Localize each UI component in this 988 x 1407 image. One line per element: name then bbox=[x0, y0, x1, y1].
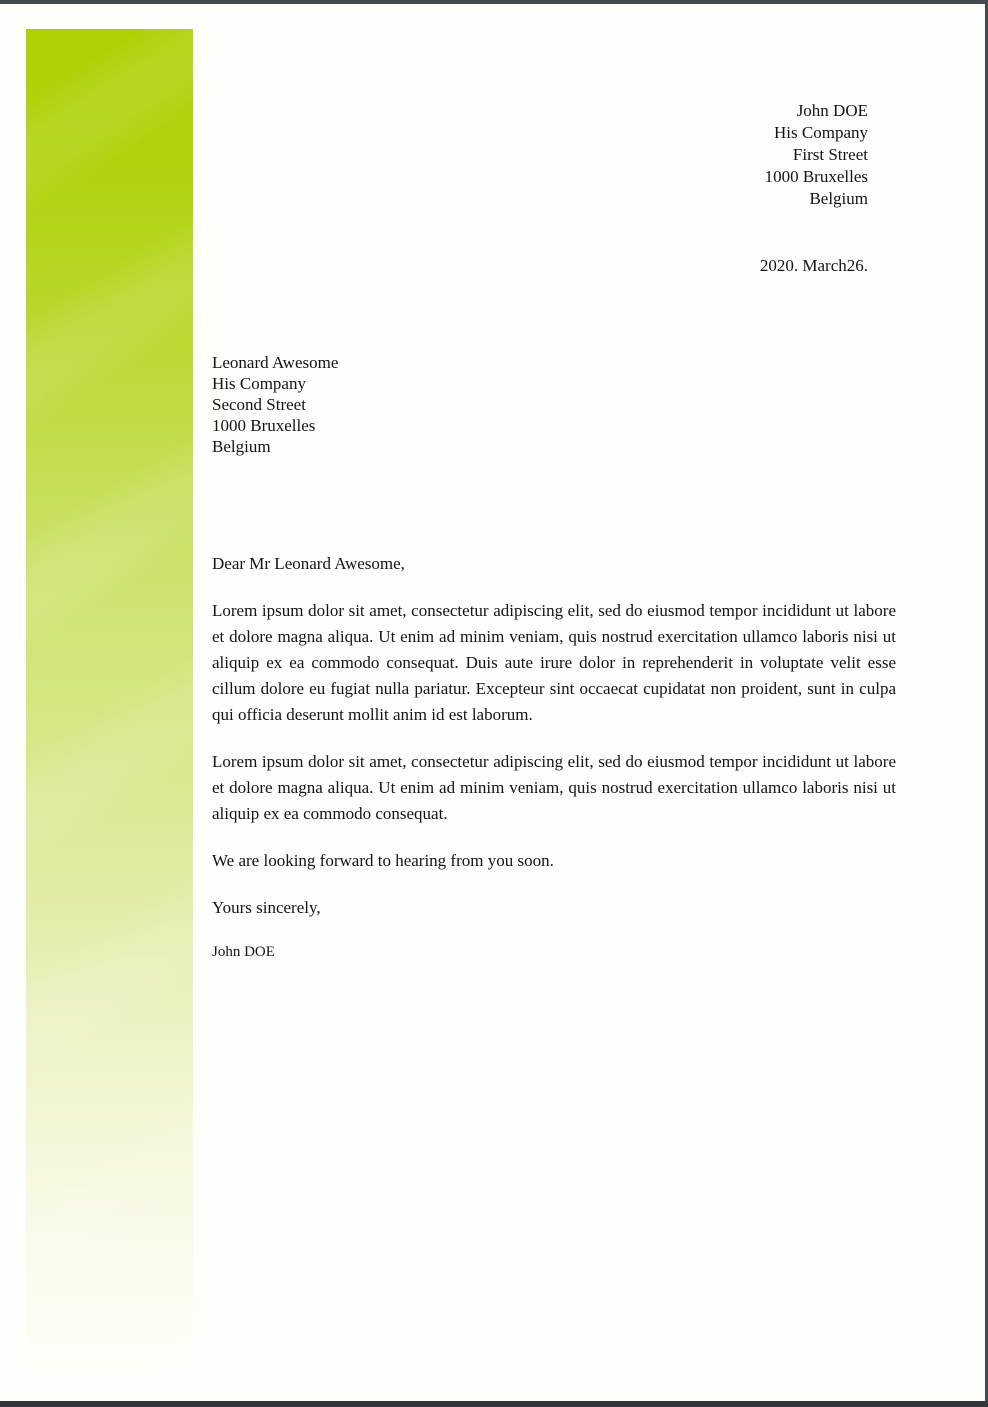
sender-city: 1000 Bruxelles bbox=[764, 167, 868, 186]
page-bottom-edge bbox=[0, 1401, 988, 1407]
letter-body bbox=[212, 551, 896, 983]
recipient-street: Second Street bbox=[212, 395, 306, 414]
body-paragraph-1: Lorem ipsum dolor sit amet, consectetur adipiscing elit, sed do eiusmod tempor incididunt ut labore et dolore magna aliqua. Ut enim ad minim veniam, quis nostrud exercitation ullamco laboris nisi ut aliquip ex ea commodo consequat. Duis aute irure dolor in reprehenderit in voluptate velit esse cillum dolore eu fugiat nulla pariatur. Excepteur sint occaecat cupidatat non proident, sunt in culpa qui officia deserunt mollit anim id est laborum. bbox=[212, 601, 896, 724]
recipient-address-block bbox=[212, 352, 338, 457]
recipient-company: His Company bbox=[212, 374, 306, 393]
sender-country: Belgium bbox=[809, 189, 868, 208]
recipient-city: 1000 Bruxelles bbox=[212, 416, 316, 435]
recipient-name: Leonard Awesome bbox=[212, 353, 339, 372]
green-gradient-sidebar bbox=[26, 29, 193, 1380]
recipient-country: Belgium bbox=[212, 437, 271, 456]
valediction: Yours sincerely, bbox=[212, 898, 321, 917]
sender-address-block bbox=[765, 100, 868, 210]
body-paragraph-2: Lorem ipsum dolor sit amet, consectetur adipiscing elit, sed do eiusmod tempor incididunt ut labore et dolore magna aliqua. Ut enim ad minim veniam, quis nostrud exercitation ullamco laboris nisi ut aliquip ex ea commodo consequat. bbox=[212, 752, 896, 823]
sender-street: First Street bbox=[792, 145, 868, 164]
signature-name: John DOE bbox=[212, 944, 275, 960]
salutation: Dear Mr Leonard Awesome, bbox=[212, 554, 405, 573]
page-top-edge bbox=[0, 0, 988, 4]
date-line: 2020. March26. bbox=[759, 256, 868, 275]
sender-name: John DOE bbox=[796, 101, 868, 120]
sender-company: His Company bbox=[774, 123, 868, 142]
closing-line: We are looking forward to hearing from you soon. bbox=[212, 851, 554, 870]
